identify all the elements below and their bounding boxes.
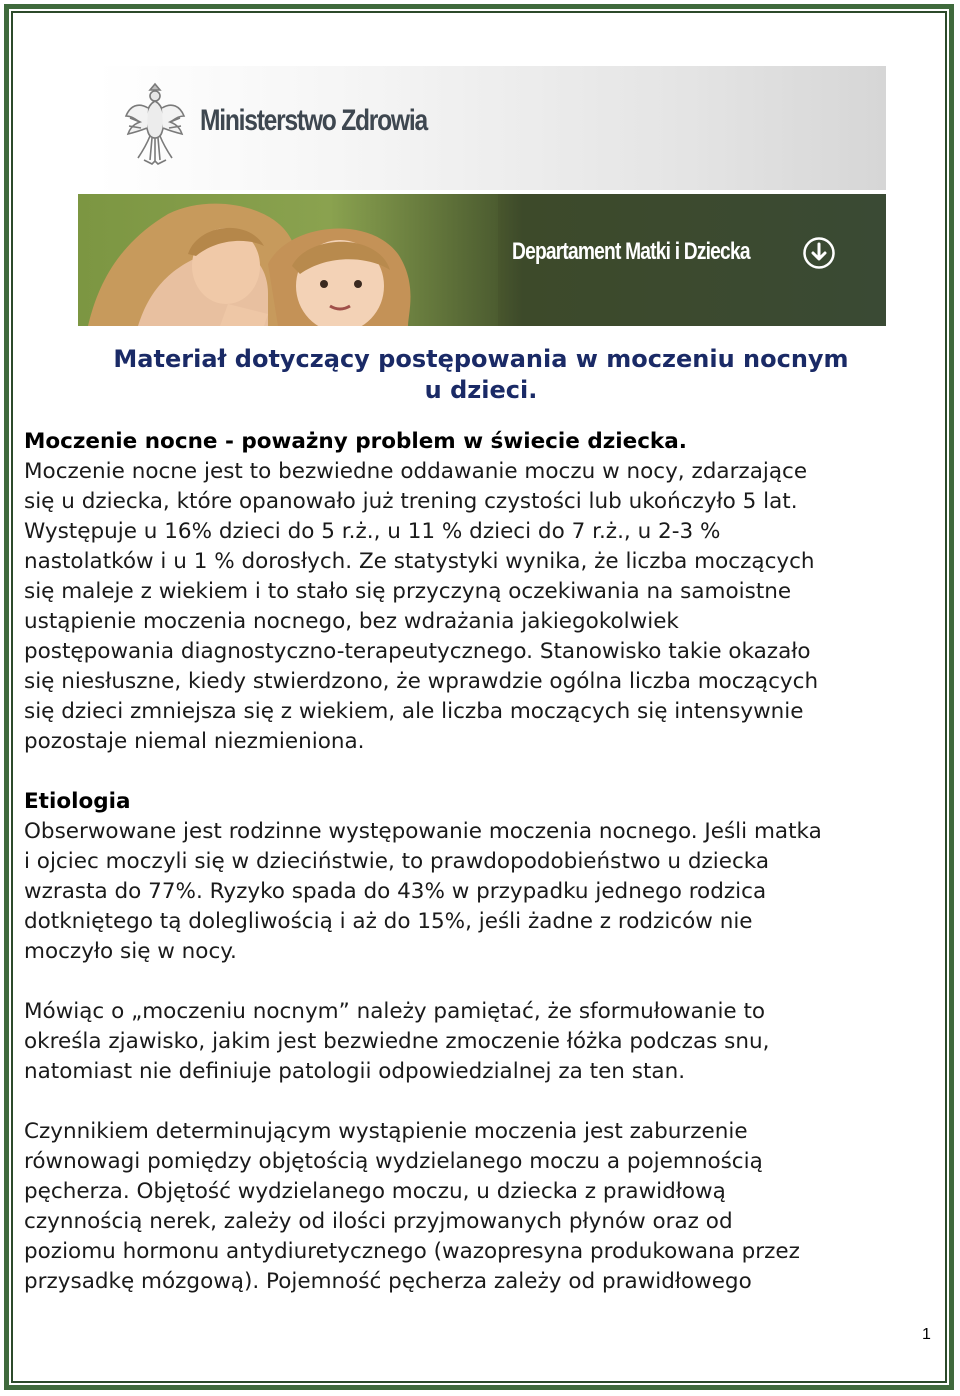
title-line-2: u dzieci. bbox=[424, 376, 538, 404]
intro-paragraph bbox=[24, 457, 938, 757]
text-line: Obserwowane jest rodzinne występowanie moczenia nocnego. Jeśli matka bbox=[24, 819, 822, 844]
text-line: i ojciec moczyli się w dzieciństwie, to prawdopodobieństwo u dziecka bbox=[24, 849, 770, 874]
text-line: poziomu hormonu antydiuretycznego (wazopresyna produkowana przez bbox=[24, 1239, 800, 1264]
text-line: Mówiąc o „moczeniu nocnym” należy pamiętać, że sformułowanie to bbox=[24, 999, 766, 1024]
text-line: się niesłuszne, kiedy stwierdzono, że wprawdzie ogólna liczba moczących bbox=[24, 669, 819, 694]
text-line: nastolatków i u 1 % dorosłych. Ze statystyki wynika, że liczba moczących bbox=[24, 549, 815, 574]
term-paragraph bbox=[24, 997, 938, 1087]
text-line: się maleje z wiekiem i to stało się przyczyną oczekiwania na samoistne bbox=[24, 579, 792, 604]
text-line: postępowania diagnostyczno-terapeutycznego. Stanowisko takie okazało bbox=[24, 639, 811, 664]
text-line: ustąpienie moczenia nocnego, bez wdrażania jakiegokolwiek bbox=[24, 609, 679, 634]
text-line: moczyło się w nocy. bbox=[24, 939, 237, 964]
ministry-name: Ministerstwo Zdrowia bbox=[200, 104, 427, 137]
text-line: dotkniętego tą dolegliwością i aż do 15%, jeśli żadne z rodziców nie bbox=[24, 909, 753, 934]
text-line: równowagi pomiędzy objętością wydzielanego moczu a pojemnością bbox=[24, 1149, 763, 1174]
etiology-heading: Etiologia bbox=[24, 789, 131, 814]
text-line: się u dziecka, które opanowało już trening czystości lub ukończyło 5 lat. bbox=[24, 489, 798, 514]
header-banner bbox=[78, 66, 886, 326]
text-line: określa zjawisko, jakim jest bezwiedne zmoczenie łóżka podczas snu, bbox=[24, 1029, 770, 1054]
page-number: 1 bbox=[922, 1326, 931, 1343]
intro-heading: Moczenie nocne - poważny problem w świecie dziecka. bbox=[24, 429, 687, 454]
polish-eagle-emblem bbox=[122, 76, 188, 172]
text-line: wzrasta do 77%. Ryzyko spada do 43% w przypadku jednego rodzica bbox=[24, 879, 767, 904]
ministry-bar bbox=[96, 66, 886, 190]
mother-child-photo bbox=[78, 194, 498, 326]
arrow-down-circle-icon bbox=[802, 236, 836, 270]
text-line: Moczenie nocne jest to bezwiedne oddawanie moczu w nocy, zdarzające bbox=[24, 459, 808, 484]
text-line: się dzieci zmniejsza się z wiekiem, ale liczba moczących się intensywnie bbox=[24, 699, 804, 724]
department-name: Departament Matki i Dziecka bbox=[512, 238, 750, 265]
document-body bbox=[24, 344, 938, 1297]
document-title bbox=[24, 344, 938, 406]
text-line: przysadkę mózgową). Pojemność pęcherza zależy od prawidłowego bbox=[24, 1269, 752, 1294]
text-line: Czynnikiem determinującym wystąpienie moczenia jest zaburzenie bbox=[24, 1119, 748, 1144]
text-line: pozostaje niemal niezmieniona. bbox=[24, 729, 365, 754]
text-line: Występuje u 16% dzieci do 5 r.ż., u 11 % dzieci do 7 r.ż., u 2-3 % bbox=[24, 519, 721, 544]
text-line: natomiast nie definiuje patologii odpowiedzialnej za ten stan. bbox=[24, 1059, 686, 1084]
etiology-paragraph bbox=[24, 817, 938, 967]
photo-strip bbox=[78, 194, 886, 326]
title-line-1: Materiał dotyczący postępowania w moczeniu nocnym bbox=[113, 345, 849, 373]
text-line: pęcherza. Objętość wydzielanego moczu, u dziecka z prawidłową bbox=[24, 1179, 726, 1204]
factor-paragraph bbox=[24, 1117, 938, 1297]
text-line: czynnością nerek, zależy od ilości przyjmowanych płynów oraz od bbox=[24, 1209, 733, 1234]
